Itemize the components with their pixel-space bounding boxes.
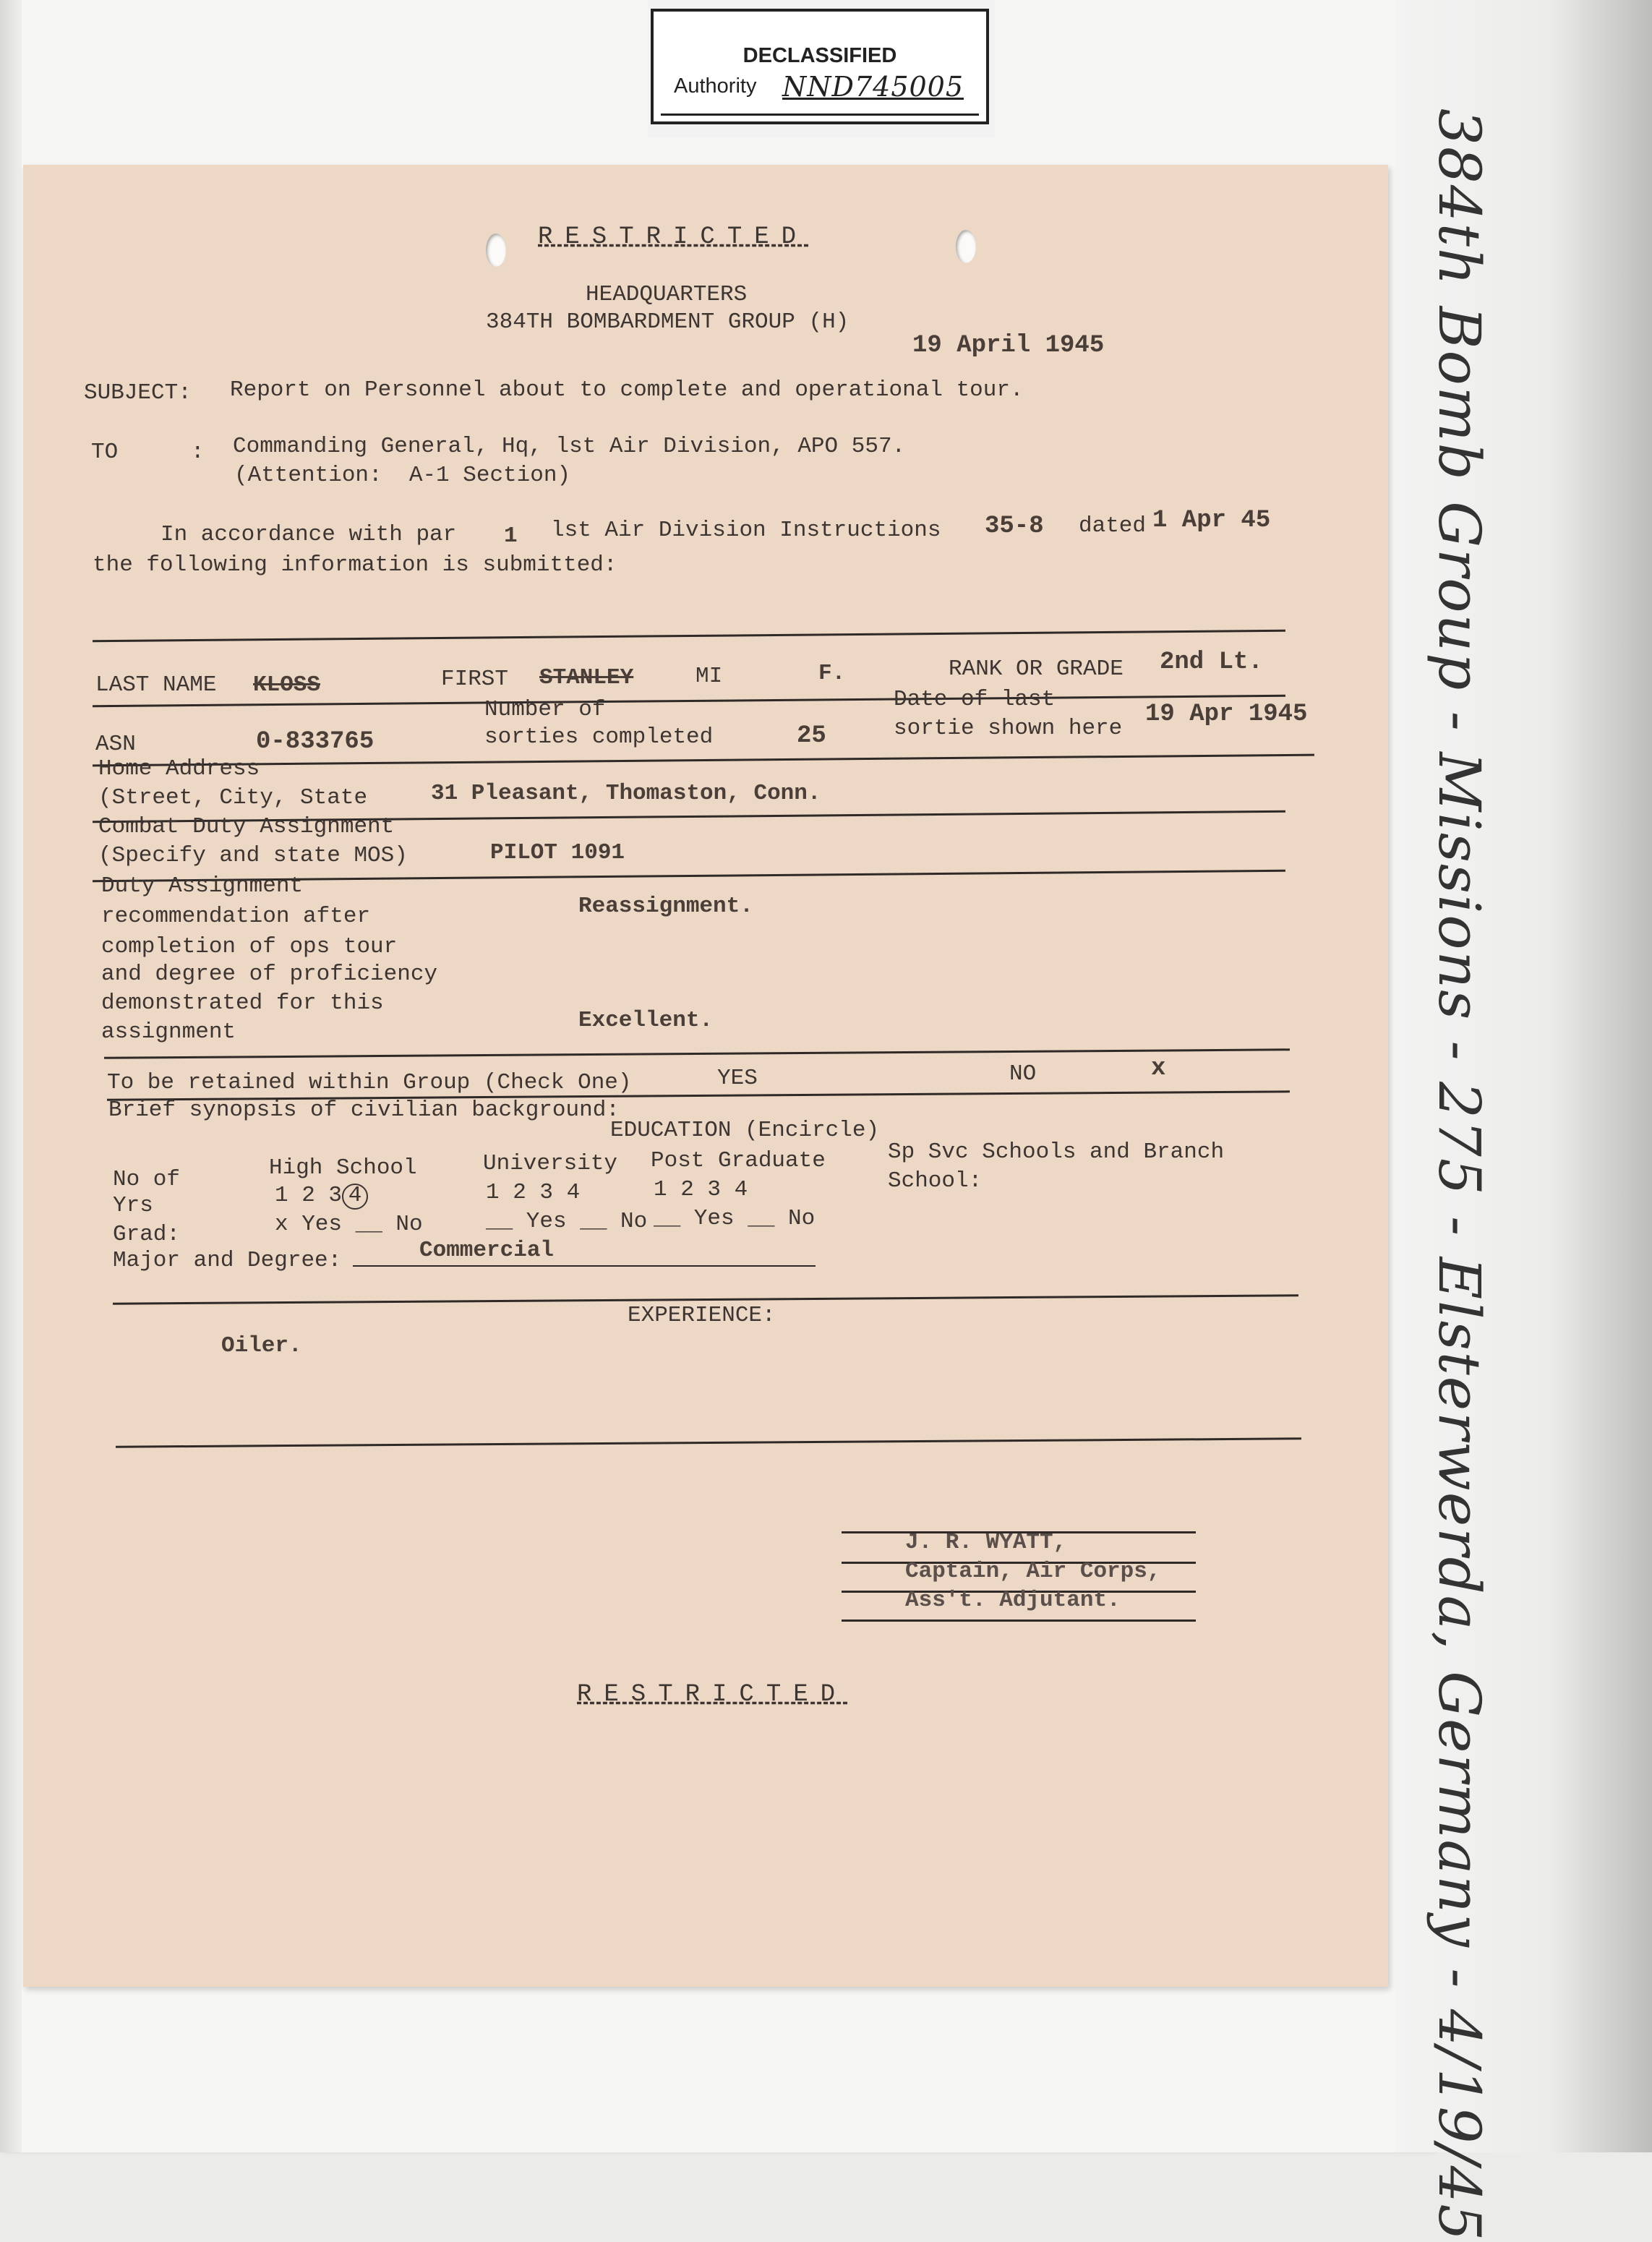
duty-label-4: and degree of proficiency <box>101 962 438 987</box>
intro-text-c: dated <box>1079 513 1147 539</box>
special-schools-label-1: Sp Svc Schools and Branch <box>888 1139 1225 1165</box>
signature-line-1: J. R. WYATT, <box>905 1530 1067 1555</box>
subject-text: Report on Personnel about to complete and operational tour. <box>230 377 1024 403</box>
stamp-rule <box>661 114 979 116</box>
rank-label: RANK OR GRADE <box>949 656 1124 682</box>
high-school-label: High School <box>269 1155 417 1181</box>
authority-value: NND745005 <box>782 71 964 103</box>
special-schools-label-2: School: <box>888 1168 983 1194</box>
post-graduate-years: 1 2 3 4 <box>654 1177 748 1202</box>
combat-label-1: Combat Duty Assignment <box>98 814 395 839</box>
education-label: EDUCATION (Encircle) <box>610 1118 880 1143</box>
retain-label: To be retained within Group (Check One) <box>107 1070 632 1095</box>
intro-paragraph: 1 <box>504 523 518 549</box>
classification-bottom: RESTRICTED <box>577 1681 848 1708</box>
post-graduate-graduated: __ Yes __ No <box>654 1206 816 1231</box>
declassified-title: DECLASSIFIED <box>742 44 897 67</box>
duty-label-3: completion of ops tour <box>101 934 398 959</box>
intro-date: 1 Apr 45 <box>1152 507 1271 534</box>
attention-line: (Attention: A-1 Section) <box>234 463 571 488</box>
asn-value: 0-833765 <box>256 728 375 756</box>
middle-initial-value: F. <box>818 661 846 686</box>
asn-label: ASN <box>95 732 136 757</box>
university-graduated: __ Yes __ No <box>486 1209 648 1234</box>
org-line-1: HEADQUARTERS <box>586 282 748 307</box>
last-sortie-label-2: sortie shown here <box>894 716 1123 741</box>
experience-value: Oiler. <box>221 1333 302 1359</box>
experience-label: EXPERIENCE: <box>628 1303 776 1328</box>
typed-document <box>23 165 1388 1987</box>
intro-instruction-number: 35-8 <box>985 513 1044 540</box>
last-sortie-value: 19 Apr 1945 <box>1145 701 1308 728</box>
post-graduate-label: Post Graduate <box>651 1148 826 1173</box>
classification-top: RESTRICTED <box>538 223 809 251</box>
signature-line-2: Captain, Air Corps, <box>905 1559 1161 1584</box>
major-underline <box>353 1265 816 1267</box>
retain-check-mark: x <box>1151 1055 1166 1082</box>
handwritten-margin-note: 384th Bomb Group - Missions - 275 - Elsterwerda, Germany - 4/19/45 <box>1426 108 1493 2242</box>
authority-label: Authority <box>674 74 757 98</box>
intro-line-2: the following information is submitted: <box>93 552 617 578</box>
declassified-stamp <box>651 9 989 124</box>
sorties-label-1: Number of <box>484 697 606 722</box>
middle-initial-label: MI <box>696 664 723 689</box>
to-label: TO <box>91 440 119 465</box>
experience-bottom-rule <box>116 1437 1301 1447</box>
signature-line-3: Ass't. Adjutant. <box>905 1588 1121 1613</box>
org-line-2: 384TH BOMBARDMENT GROUP (H) <box>486 309 849 335</box>
proficiency-value: Excellent. <box>578 1008 714 1033</box>
duty-label-6: assignment <box>101 1019 236 1045</box>
combat-label-2: (Specify and state MOS) <box>98 843 408 868</box>
punch-hole-left <box>486 234 506 267</box>
university-years: 1 2 3 4 <box>486 1180 581 1205</box>
first-name-value: STANLEY <box>539 665 634 690</box>
first-name-label: FIRST <box>441 667 509 692</box>
signature-rule-4 <box>842 1620 1196 1622</box>
retain-no-label: NO <box>1009 1061 1037 1087</box>
duty-label-1: Duty Assignment <box>101 873 304 899</box>
duty-row-rule <box>104 1048 1290 1058</box>
home-label-2: (Street, City, State <box>98 785 368 810</box>
retain-yes-label: YES <box>717 1066 758 1091</box>
duty-label-5: demonstrated for this <box>101 990 384 1016</box>
last-name-value: KLOSS <box>253 672 321 698</box>
sorties-label-2: sorties completed <box>484 724 714 750</box>
high-school-years <box>275 1181 368 1210</box>
years-label: Yrs <box>113 1193 153 1218</box>
left-page-edge <box>0 0 22 2152</box>
university-label: University <box>483 1151 618 1176</box>
home-label-1: Home Address <box>98 756 260 782</box>
to-separator: : <box>191 440 205 465</box>
document-date: 19 April 1945 <box>912 332 1105 359</box>
rank-value: 2nd Lt. <box>1160 649 1263 676</box>
synopsis-label: Brief synopsis of civilian background: <box>108 1098 620 1123</box>
duty-recommendation-value: Reassignment. <box>578 894 753 919</box>
no-of-label: No of <box>113 1167 181 1192</box>
subject-label: SUBJECT: <box>84 380 192 406</box>
high-school-years-circled: 4 <box>342 1184 368 1210</box>
intro-text-b: lst Air Division Instructions <box>551 518 941 543</box>
high-school-graduated: x Yes __ No <box>275 1212 423 1237</box>
home-address-value: 31 Pleasant, Thomaston, Conn. <box>431 781 821 806</box>
major-degree-label: Major and Degree: <box>113 1248 342 1273</box>
major-degree-value: Commercial <box>419 1238 555 1263</box>
punch-hole-right <box>956 230 976 263</box>
duty-label-2: recommendation after <box>101 904 371 929</box>
form-top-rule <box>93 630 1285 642</box>
last-name-label: LAST NAME <box>95 672 217 698</box>
sorties-value: 25 <box>797 722 826 750</box>
intro-text-a: In accordance with par <box>161 522 457 547</box>
last-sortie-label-1: Date of last <box>894 687 1056 712</box>
high-school-years-uncircled: 1 2 3 <box>275 1183 343 1208</box>
graduated-label: Grad: <box>113 1222 181 1247</box>
to-text: Commanding General, Hq, lst Air Division, APO 557. <box>233 434 906 459</box>
combat-duty-value: PILOT 1091 <box>490 840 625 865</box>
